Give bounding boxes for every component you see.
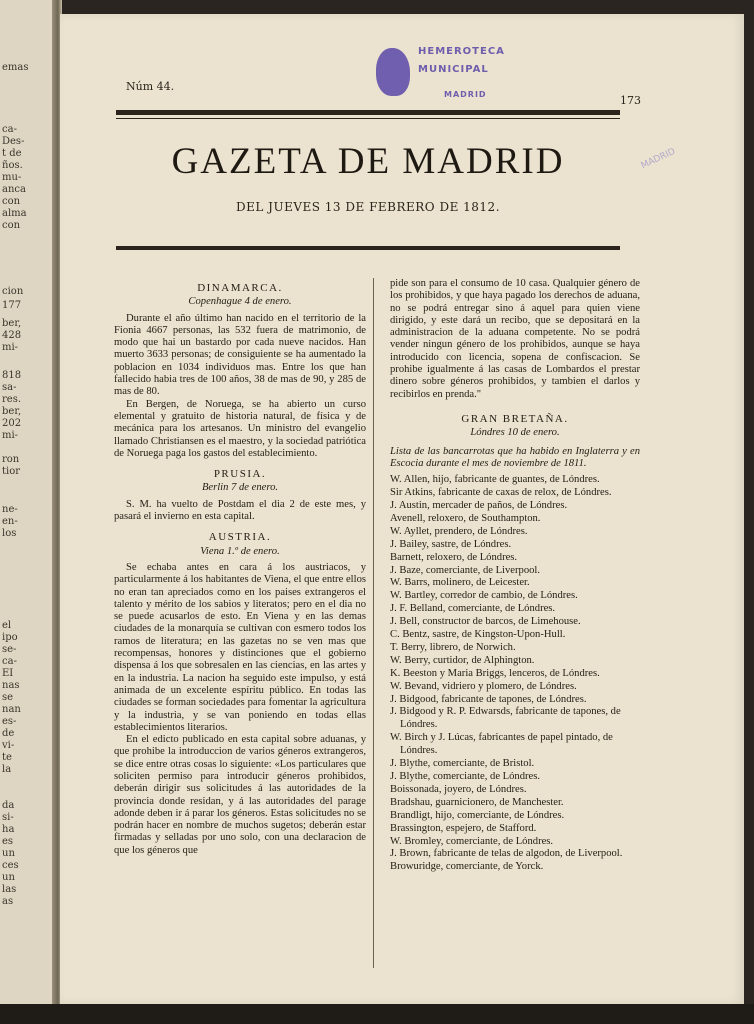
previous-page-text-fragment: EI	[2, 668, 14, 679]
previous-page-text-fragment: as	[2, 896, 14, 907]
bankruptcy-entry: W. Bevand, vidriero y plomero, de Lóndres.	[390, 680, 577, 692]
bankruptcy-entry: J. Bidgood y R. P. Edwarsds, fabricante de tapones, de Lóndres.	[390, 706, 621, 731]
bankruptcy-entry: J. Blythe, comerciante, de Lóndres.	[390, 771, 541, 782]
bankruptcy-entry: K. Beeston y Maria Briggs, lenceros, de Lóndres.	[390, 667, 600, 679]
previous-page-text-fragment: ha	[2, 824, 15, 835]
previous-page-text-fragment: sa-	[2, 382, 17, 393]
previous-page-text-fragment: cion	[2, 286, 24, 297]
previous-page-text-fragment: en-	[2, 516, 18, 527]
article-paragraph: S. M. ha vuelto de Postdam el dia 2 de este mes, y pasará el invierno en esta capital.	[114, 498, 366, 523]
dateline-londres: Lóndres 10 de enero.	[470, 427, 560, 439]
previous-page-text-fragment: un	[2, 872, 15, 883]
scan-bottom-edge	[0, 1004, 754, 1024]
previous-page-text-fragment: si-	[2, 812, 14, 823]
previous-page-text-fragment: ños.	[2, 160, 23, 171]
previous-page-text-fragment: res.	[2, 394, 22, 405]
previous-page-text-fragment: mi-	[2, 342, 19, 353]
column-divider	[373, 278, 374, 968]
article-paragraph: Se echaba antes en cara á los austriacos, y particularmente á los habitantes de Viena, el que entre ellos no eran tan apreciados como en los paises extrangeros el talento y mérito de los sabios y literatos; pero en el dia no se puede acusarlos de esto. En Viena y en las demas ciudades de la monarquía se cultivan con esmero todos los ramos de literatura; en las gazetas no se ven mas que recompensas, honores y distinciones que el gobierno dispensa á los que sobresalen en las ciencias, en las artes y en la industria. La nacion ha seguido este impulso, y está animada de un excelente espíritu público. En todas las ciudades se forman sociedades para fomentar la agricultura y la industria, y se van poniendo en todas ellas establecimientos literarios.	[114, 561, 366, 733]
previous-page-text-fragment: ron	[2, 454, 20, 465]
previous-page-text-fragment: es	[2, 836, 14, 847]
stamp-line-1: HEMEROTECA	[418, 46, 505, 57]
bankruptcy-entry: J. F. Belland, comerciante, de Lóndres.	[390, 603, 556, 615]
dateline-viena: Viena 1.º de enero.	[200, 545, 280, 557]
dateline-berlin: Berlin 7 de enero.	[201, 482, 279, 494]
bankruptcy-entry: Brassington, espejero, de Stafford.	[390, 822, 537, 834]
page-number: 173	[620, 94, 641, 107]
masthead-date: DEL JUEVES 13 DE FEBRERO DE 1812.	[235, 200, 501, 214]
previous-page-text-fragment: Des-	[2, 136, 25, 147]
bankruptcy-entry: J. Blythe, comerciante, de Bristol.	[390, 758, 535, 770]
bankruptcy-entry: J. Austin, mercader de paños, de Lóndres.	[390, 499, 568, 511]
top-rule-thin	[116, 118, 620, 119]
previous-page-text-fragment: t de	[2, 148, 22, 159]
bankruptcy-entry: W. Ayllet, prendero, de Lóndres.	[390, 525, 528, 537]
bankruptcy-entry: J. Brown, fabricante de telas de algodon, de Liverpool.	[390, 848, 623, 860]
bankruptcy-entry: T. Berry, librero, de Norwich.	[390, 641, 516, 653]
previous-page-text-fragment: alma	[2, 208, 27, 219]
previous-page-text-fragment: el	[2, 620, 12, 631]
left-column	[114, 278, 366, 857]
section-heading-austria: AUSTRIA.	[208, 531, 272, 544]
section-heading-denmark: DINAMARCA.	[197, 282, 283, 294]
stamp-emblem-icon	[376, 48, 410, 96]
previous-page-text-fragment: los	[2, 528, 17, 539]
previous-page-text-fragment: ca-	[2, 124, 17, 135]
article-paragraph: Durante el año último han nacido en el territorio de la Fionia 4667 personas, las 532 fuera de matrimonio, de modo que hai un bastardo por cada nueve nacidos. Han muerto 3633 personas; de consiguiente se ha aumentado la poblacion en 1034 individuos mas. Entre los que han fallecido habia tres de 100 años, 38 de mas de 90, y 285 de mas de 80.	[114, 312, 366, 398]
bankruptcy-list	[390, 474, 640, 874]
previous-page-text-fragment: la	[2, 764, 12, 775]
masthead-bottom-rule	[116, 246, 620, 250]
bankruptcy-list-intro: Lista de las bancarrotas que ha habido en Inglaterra y en Escocia durante el mes de noviembre de 1811.	[390, 445, 640, 469]
previous-page-text-fragment: ces	[2, 860, 19, 871]
top-rule	[116, 110, 620, 115]
previous-page-text-fragment: da	[2, 800, 15, 811]
previous-page-edge	[0, 0, 59, 1004]
bankruptcy-entry: Avenell, reloxero, de Southampton.	[390, 512, 541, 524]
previous-page-text-fragment: mu-	[2, 172, 22, 183]
bankruptcy-entry: Brandligt, hijo, comerciante, de Lóndres.	[390, 809, 565, 821]
article-paragraph: En el edicto publicado en esta capital sobre aduanas, y que prohibe la introduccion de varios géneros extrangeros, se dice entre otras cosas lo siguiente: «Los particulares que soliciten permiso para introducir géneros prohibidos, deberán dirigir sus solicitudes á las autoridades de la provincia donde residan, y á las autoridades del parage adonde deben ir á parar los géneros. Estas solicitudes no se podrán hacer en nombre de muchos sugetos; deberán estar firmadas y selladas por uno solo, con una declaracion de que los géneros que	[114, 734, 366, 856]
previous-page-text-fragment: es-	[2, 716, 17, 727]
bankruptcy-entry: Browuridge, comerciante, de Yorck.	[390, 861, 544, 873]
previous-page-text-fragment: te	[2, 752, 12, 763]
newspaper-page	[60, 14, 744, 1004]
bankruptcy-entry: C. Bentz, sastre, de Kingston-Upon-Hull.	[390, 629, 566, 641]
faded-stamp: MADRID	[639, 146, 678, 172]
previous-page-text-fragment: ber,	[2, 318, 22, 329]
previous-page-text-fragment: 818	[2, 370, 22, 381]
bankruptcy-entry: Barnett, reloxero, de Lóndres.	[390, 551, 518, 563]
bankruptcy-entry: W. Barrs, molinero, de Leicester.	[390, 577, 530, 589]
previous-page-text-fragment: anca	[2, 184, 26, 195]
previous-page-text-fragment: ca-	[2, 656, 17, 667]
section-heading-britain: GRAN BRETAÑA.	[461, 412, 569, 425]
previous-page-text-fragment: vi-	[2, 740, 15, 751]
dateline-copenhague: Copenhague 4 de enero.	[188, 296, 292, 308]
previous-page-text-fragment: 428	[2, 330, 22, 341]
bankruptcy-entry: J. Bell, constructor de barcos, de Limehouse.	[390, 616, 581, 628]
masthead-title: GAZETA DE MADRID	[171, 141, 565, 182]
section-heading-prussia: PRUSIA.	[213, 468, 267, 481]
previous-page-text-fragment: con	[2, 220, 21, 231]
previous-page-text-fragment: se-	[2, 644, 17, 655]
previous-page-text-fragment: ne-	[2, 504, 18, 515]
previous-page-text-fragment: ber,	[2, 406, 22, 417]
bankruptcy-entry: Boissonada, joyero, de Lóndres.	[390, 783, 527, 795]
bankruptcy-entry: W. Berry, curtidor, de Alphington.	[390, 654, 535, 666]
bankruptcy-entry: Sir Atkins, fabricante de caxas de relox, de Lóndres.	[390, 487, 612, 499]
bankruptcy-entry: W. Bartley, corredor de cambio, de Lóndres.	[390, 590, 578, 602]
previous-page-text-fragment: las	[2, 884, 17, 895]
article-paragraph: En Bergen, de Noruega, se ha abierto un curso elemental y gratuito de historia natural, de física y de mecánica para los artesanos. Un ministro del evangelio llamado Christiansen es el maestro, y la sociedad patriótica de Noruega paga los gastos del establecimiento.	[114, 398, 366, 459]
previous-page-text-fragment: 202	[2, 418, 22, 429]
stamp-line-3: MADRID	[444, 90, 487, 99]
previous-page-text-fragment: emas	[2, 62, 29, 73]
previous-page-text-fragment: nan	[2, 704, 21, 715]
previous-page-text-fragment: se	[2, 692, 14, 703]
bankruptcy-entry: W. Allen, hijo, fabricante de guantes, de Lóndres.	[390, 474, 600, 486]
previous-page-text-fragment: con	[2, 196, 21, 207]
bankruptcy-entry: J. Bailey, sastre, de Lóndres.	[390, 538, 512, 550]
previous-page-text-fragment: mi-	[2, 430, 19, 441]
issue-number: Núm 44.	[126, 80, 175, 93]
bankruptcy-entry: W. Bromley, comerciante, de Lóndres.	[390, 835, 554, 847]
stamp-line-2: MUNICIPAL	[418, 64, 489, 75]
article-paragraph-continued: pide son para el consumo de 10 casa. Qualquier género de los prohibidos, y que haya pagado los derechos de aduana, no se podrá entregar sino á aquel para quien viene dirigido, y este dará un recibo, que se depositará en la administracion de la aduana competente. No se podrá vender ningun género de los prohibidos, aunque se haya introducido con licencia, sopena de confiscacion. Se prohibe igualmente á las casas de Lombardos el prestar dinero sobre géneros prohibidos, y tambien el darlos y recibirlos en prenda."	[390, 278, 640, 400]
previous-page-text-fragment: un	[2, 848, 15, 859]
previous-page-text-fragment: de	[2, 728, 15, 739]
right-column	[390, 278, 640, 874]
bankruptcy-entry: W. Birch y J. Lúcas, fabricantes de papel pintado, de Lóndres.	[390, 732, 613, 757]
bankruptcy-entry: Bradshau, guarnicionero, de Manchester.	[390, 796, 564, 808]
bankruptcy-entry: J. Baze, comerciante, de Liverpool.	[390, 564, 541, 576]
previous-page-text-fragment: ipo	[2, 632, 18, 643]
previous-page-text-fragment: nas	[2, 680, 20, 691]
previous-page-text-fragment: 177	[2, 300, 22, 311]
previous-page-text-fragment: tior	[2, 466, 21, 477]
bankruptcy-entry: J. Bidgood, fabricante de tapones, de Lóndres.	[390, 693, 587, 705]
